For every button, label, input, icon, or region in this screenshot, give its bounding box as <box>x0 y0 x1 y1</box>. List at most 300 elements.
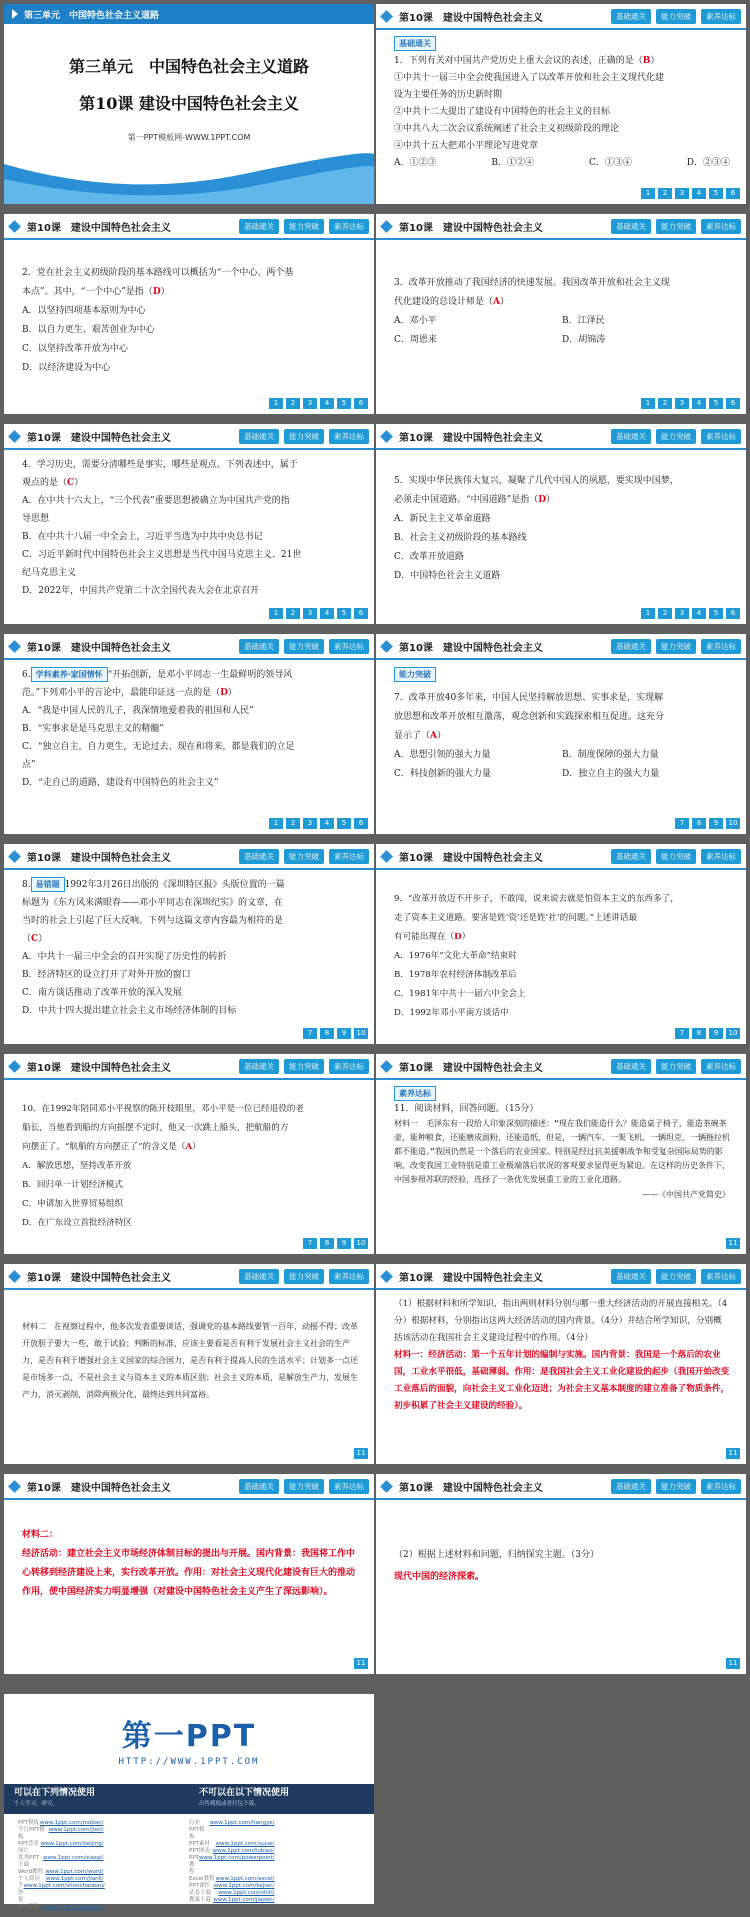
nav-ability-button[interactable]: 能力突破 <box>284 1479 324 1494</box>
slide-q1 <box>376 4 746 204</box>
page-nav <box>354 1658 368 1669</box>
nav-literacy-button[interactable]: 素养达标 <box>329 219 369 234</box>
page-button[interactable]: 1 <box>641 608 655 619</box>
page-button[interactable]: 2 <box>658 608 672 619</box>
page-button[interactable]: 4 <box>692 188 706 199</box>
option: C．周恩来 <box>394 335 437 345</box>
option: B．在中共十八届一中全会上，习近平当选为中共中央总书记 <box>22 532 263 542</box>
nav-buttons <box>239 639 369 654</box>
slide-header <box>376 1474 746 1500</box>
answer: A <box>430 731 437 741</box>
option: A．①②③ <box>394 158 437 168</box>
page-button[interactable]: 11 <box>354 1658 368 1669</box>
nav-basic-button[interactable]: 基础通关 <box>239 849 279 864</box>
option: A．解放思想，坚持改革开放 <box>22 1161 132 1171</box>
slide-header <box>4 1474 374 1500</box>
nav-ability-button[interactable]: 能力突破 <box>656 639 696 654</box>
wave-decoration <box>4 144 374 204</box>
unit-bar <box>4 4 374 24</box>
lesson-label: 第10课 建设中国特色社会主义 <box>399 222 543 234</box>
link-row: Word教程 www.1ppt.com/word/ <box>18 1869 104 1875</box>
page-button[interactable]: 9 <box>709 1028 723 1039</box>
nav-buttons <box>239 1059 369 1074</box>
question-stem: 标题为《东方风来满眼春——邓小平同志在深圳纪实》的文章，在 <box>22 898 284 908</box>
option: A．以坚持四项基本原则为中心 <box>22 306 146 316</box>
option: D．②③④ <box>686 158 730 168</box>
slide-q11-answer2 <box>4 1474 374 1674</box>
option: C．改革开放道路 <box>394 552 464 562</box>
nav-buttons <box>239 1479 369 1494</box>
page-nav <box>303 1238 368 1249</box>
subject-tag: 学科素养·家国情怀 <box>31 667 108 682</box>
diamond-icon <box>380 640 393 653</box>
nav-literacy-button[interactable]: 素养达标 <box>329 849 369 864</box>
slide-header <box>4 1054 374 1080</box>
page-button[interactable]: 8 <box>320 1028 334 1039</box>
page-button[interactable]: 8 <box>320 1238 334 1249</box>
slide-header <box>4 424 374 450</box>
option: B．社会主义初级阶段的基本路线 <box>394 533 527 543</box>
answer: A <box>493 297 500 307</box>
lesson-label: 第10课 建设中国特色社会主义 <box>399 1062 543 1074</box>
slide-q11-material2 <box>4 1264 374 1464</box>
slide-header <box>376 1264 746 1290</box>
nav-buttons <box>611 1269 741 1284</box>
lesson-label: 第10课 建设中国特色社会主义 <box>27 222 171 234</box>
nav-ability-button[interactable]: 能力突破 <box>284 849 324 864</box>
nav-basic-button[interactable]: 基础通关 <box>611 9 651 24</box>
page-button[interactable]: 4 <box>320 608 334 619</box>
nav-buttons <box>239 219 369 234</box>
nav-basic-button[interactable]: 基础通关 <box>611 639 651 654</box>
slide-header <box>4 214 374 240</box>
nav-basic-button[interactable]: 基础通关 <box>611 1059 651 1074</box>
question-stem: 4．学习历史，需要分清哪些是事实，哪些是观点。下列表述中，属于 <box>22 460 298 470</box>
statement: 设为主要任务的历史新时期 <box>394 90 503 100</box>
option: A．思想引领的强大力量 <box>394 750 491 760</box>
lesson-title: 第10课 建设中国特色社会主义 <box>79 94 299 113</box>
lesson-label: 第10课 建设中国特色社会主义 <box>27 432 171 444</box>
link-row: PPT教程 www.1ppt.com/powerpoint/ <box>189 1855 275 1875</box>
page-nav <box>726 1238 740 1249</box>
page-button[interactable]: 5 <box>337 818 351 829</box>
page-button[interactable]: 7 <box>675 818 689 829</box>
page-button[interactable]: 11 <box>726 1448 740 1459</box>
nav-ability-button[interactable]: 能力突破 <box>656 1479 696 1494</box>
link-row: 试卷下载 www.1ppt.com/shiti/ <box>189 1890 275 1896</box>
slide-credits <box>4 1694 374 1910</box>
logo-text: 第一PPT <box>121 1719 257 1754</box>
answer-text: 材料一：经济活动：第一个五年计划的编制与实施。国内背景：我国是一个落后的农业国，工业水平很低，基础薄弱。作用：是我国社会主义工业化建设的起步（我国开始改变工业落后的面貌，向社会主义工业化迈进；为社会主义基本制度的建立准备了物质条件，初步积累了社会主义建设的经验）。 <box>394 1350 730 1411</box>
nav-literacy-button[interactable]: 素养达标 <box>329 429 369 444</box>
lesson-label: 第10课 建设中国特色社会主义 <box>399 642 543 654</box>
option: C．习近平新时代中国特色社会主义思想是当代中国马克思主义、21世 <box>22 550 302 560</box>
link-row: PPT课件 www.1ppt.com/kejian/ <box>189 1883 275 1889</box>
links <box>4 1814 374 1917</box>
nav-ability-button[interactable]: 能力突破 <box>656 849 696 864</box>
page-button[interactable]: 9 <box>709 818 723 829</box>
slide-q7 <box>376 634 746 834</box>
answer: A <box>185 1142 193 1152</box>
question-stem: 必须走中国道路。“中国道路”是指（D） <box>394 495 556 505</box>
material-two: 材料二 在视察过程中，他多次发表重要谈话，强调党的基本路线要管一百年，动摇不得；改革开放胆子要大一些，敢于试验；判断的标准，应该主要看是否有利于发展社会主义社会的生产力，是否有利于增强社会主义国家的综合国力，是否有利于提高人民的生活水平；计划多一点还是市场多一点，不是社会主义与资本主义的本质区别；社会主义的本质，是解放生产力，发展生产力，消灭剥削，消除两极分化，最终达到共同富裕。 <box>22 1322 358 1399</box>
nav-buttons <box>239 429 369 444</box>
slide-q8 <box>4 844 374 1044</box>
answer-text: 经济活动：建立社会主义市场经济体制目标的提出与开展。国内背景：我国将工作中心转移到经济建设上来，实行改革开放。作用：对社会主义现代化建设有巨大的推动作用，使中国经济实力明显增强（对建设中国特色社会主义产生了深远影响）。 <box>22 1549 356 1597</box>
page-button[interactable]: 6 <box>726 188 740 199</box>
answer: D <box>152 287 161 297</box>
page-nav <box>354 1448 368 1459</box>
link-row: PPT课件 www.1ppt.com/kejian/ <box>18 1904 104 1910</box>
lesson-label: 第10课 建设中国特色社会主义 <box>27 642 171 654</box>
page-button[interactable]: 6 <box>354 608 368 619</box>
material-one: 材料一 毛泽东有一段给人印象深刻的描述：“现在我们能造什么？能造桌子椅子，能造茶碗茶壶，能种粮食，还能磨成面粉，还能造纸，但是，一辆汽车、一架飞机、一辆坦克、一辆拖拉机都不能造。”我国仍然是一个落后的农业国家。特别是经过抗美援朝战争和受复杂国际局势的影响，改变我国工业特别是重工业极端落后状况的客观要求显得更为紧迫。在这样的历史条件下，中国参照苏联的经验，选择了一条优先发展重工业的工业化道路。 <box>394 1119 730 1184</box>
option: B．回归单一计划经济模式 <box>22 1180 123 1190</box>
page-button[interactable]: 1 <box>269 398 283 409</box>
links-right <box>189 1820 360 1911</box>
slide-q11-material1 <box>376 1054 746 1254</box>
nav-literacy-button[interactable]: 素养达标 <box>701 849 741 864</box>
page-nav <box>726 1448 740 1459</box>
question-stem: 向摆正了。“航船的方向摆正了”的含义是（A） <box>22 1142 201 1152</box>
options-row <box>394 765 730 784</box>
question-stem: 11．阅读材料，回答问题。（15分） <box>394 1104 539 1114</box>
question-stem: 观点的是（C） <box>22 478 84 488</box>
nav-literacy-button[interactable]: 素养达标 <box>329 1479 369 1494</box>
link-row: PPT模板 www.1ppt.com/moban/ <box>18 1820 104 1826</box>
diamond-icon <box>380 1270 393 1283</box>
link-row: PPT图表 www.1ppt.com/tubiao/ <box>189 1848 275 1854</box>
page-button[interactable]: 5 <box>337 398 351 409</box>
answer-text: 现代中国的经济探索。 <box>394 1572 485 1582</box>
page-button[interactable]: 7 <box>675 1028 689 1039</box>
page-title: 第三单元 中国特色社会主义道路 <box>68 57 309 76</box>
nav-ability-button[interactable]: 能力突破 <box>284 219 324 234</box>
page-button[interactable]: 6 <box>726 608 740 619</box>
nav-literacy-button[interactable]: 素养达标 <box>701 429 741 444</box>
option: C．以坚持改革开放为中心 <box>22 344 128 354</box>
links-left <box>18 1820 189 1911</box>
nav-ability-button[interactable]: 能力突破 <box>656 219 696 234</box>
question-stem: 2．党在社会主义初级阶段的基本路线可以概括为“一个中心、两个基 <box>22 268 294 278</box>
diamond-icon <box>380 850 393 863</box>
page-button[interactable]: 3 <box>303 818 317 829</box>
nav-ability-button[interactable]: 能力突破 <box>656 9 696 24</box>
nav-literacy-button[interactable]: 素养达标 <box>701 219 741 234</box>
question-stem: 3．改革开放推动了我国经济的快速发展。我国改革开放和社会主义现 <box>394 278 670 288</box>
option: D．1992年邓小平南方谈话中 <box>394 1008 509 1018</box>
lesson-label: 第10课 建设中国特色社会主义 <box>399 852 543 864</box>
page-button[interactable]: 2 <box>286 398 300 409</box>
page-button[interactable]: 8 <box>692 1028 706 1039</box>
page-nav <box>675 818 740 829</box>
option: 点” <box>22 760 36 770</box>
site-text: 第一PPT模板网-WWW.1PPT.COM <box>127 133 251 142</box>
usage-can: 可以在下列情况使用 个人学习、研究。 <box>14 1788 96 1807</box>
option: B．“实事求是是马克思主义的精髓” <box>22 724 164 734</box>
slide-q6 <box>4 634 374 834</box>
option: B．以自力更生、艰苦创业为中心 <box>22 325 155 335</box>
slide-header <box>4 634 374 660</box>
option: C．申请加入世界贸易组织 <box>22 1199 124 1209</box>
page-button[interactable]: 11 <box>726 1238 740 1249</box>
option: 纪马克思主义 <box>22 568 77 578</box>
page-nav <box>641 188 740 199</box>
page-button[interactable]: 6 <box>354 818 368 829</box>
link-row: 教案下载 www.1ppt.com/jiaoan/ <box>189 1897 275 1903</box>
question-stem: 放思想和改革开放相互激荡，观念创新和实践探索相互促进。这充分 <box>394 712 665 722</box>
page-button[interactable]: 2 <box>658 398 672 409</box>
options-row <box>394 331 730 350</box>
lesson-label: 第10课 建设中国特色社会主义 <box>399 1482 543 1494</box>
page-button[interactable]: 5 <box>709 608 723 619</box>
option: D．独立自主的强大力量 <box>562 769 660 779</box>
option: D．中国特色社会主义道路 <box>394 571 501 581</box>
options-row <box>394 155 730 172</box>
nav-buttons <box>611 9 741 24</box>
page-button[interactable]: 8 <box>692 818 706 829</box>
diamond-icon <box>8 640 21 653</box>
question-stem: 8. 易错题 1992年3月26日出版的《深圳特区报》头版位置的一篇 <box>22 876 358 894</box>
question-stem: 走了资本主义道路。要害是姓‘资’还是姓‘社’的问题。”上述讲话最 <box>394 913 638 923</box>
page-button[interactable]: 11 <box>726 1658 740 1669</box>
slide-q2 <box>4 214 374 414</box>
nav-basic-button[interactable]: 基础通关 <box>611 1479 651 1494</box>
diamond-icon <box>380 1060 393 1073</box>
option: A．1976年“文化大革命”结束时 <box>394 951 517 961</box>
page-button[interactable]: 6 <box>726 398 740 409</box>
slide-header <box>376 214 746 240</box>
slide-q10 <box>4 1054 374 1254</box>
nav-ability-button[interactable]: 能力突破 <box>284 639 324 654</box>
statement: ②中共十二大提出了建设有中国特色的社会主义的目标 <box>394 107 611 117</box>
link-row: 个人简历 www.1ppt.com/jianli/ <box>18 1876 104 1882</box>
sub-question: （2）根据上述材料和问题，归纳探究主题。（3分） <box>394 1550 599 1560</box>
diamond-icon <box>8 430 21 443</box>
nav-ability-button[interactable]: 能力突破 <box>284 429 324 444</box>
question-stem: 10．在1992年陪同邓小平视察的陈开枝眼里，邓小平是一位已经退役的老 <box>22 1104 305 1114</box>
slide-header <box>376 424 746 450</box>
page-button[interactable]: 5 <box>337 608 351 619</box>
page-button[interactable]: 9 <box>337 1238 351 1249</box>
nav-basic-button[interactable]: 基础通关 <box>239 1059 279 1074</box>
statement: ③中共八大二次会议系统阐述了社会主义初级阶段的理论 <box>394 124 620 134</box>
unit-bar-text: 第三单元 中国特色社会主义道路 <box>24 10 160 21</box>
slide-q11-answer1 <box>376 1264 746 1464</box>
option: B．①②④ <box>491 158 535 168</box>
page-button[interactable]: 5 <box>709 398 723 409</box>
link-row: Excel教程 www.1ppt.com/excel/ <box>189 1876 275 1882</box>
page-button[interactable]: 3 <box>675 398 689 409</box>
option: B．江泽民 <box>562 316 605 326</box>
link-row: 行业PPT模板 www.1ppt.com/hangye/ <box>189 1820 275 1840</box>
option: A．新民主主义革命道路 <box>394 514 491 524</box>
nav-basic-button[interactable]: 基础通关 <box>239 639 279 654</box>
page-button[interactable]: 2 <box>286 608 300 619</box>
nav-basic-button[interactable]: 基础通关 <box>239 429 279 444</box>
page-nav <box>269 608 368 619</box>
page-button[interactable]: 10 <box>726 1028 740 1039</box>
diamond-icon <box>8 1270 21 1283</box>
nav-literacy-button[interactable]: 素养达标 <box>701 639 741 654</box>
options-row <box>394 746 730 765</box>
page-button[interactable]: 1 <box>641 398 655 409</box>
page-button[interactable]: 10 <box>354 1028 368 1039</box>
error-tag: 易错题 <box>31 877 65 892</box>
question-stem: 显示了（A） <box>394 731 447 741</box>
option: D．胡锦涛 <box>562 335 606 345</box>
section-tag: 基础通关 <box>394 36 436 51</box>
nav-literacy-button[interactable]: 素养达标 <box>701 9 741 24</box>
page-button[interactable]: 10 <box>354 1238 368 1249</box>
nav-ability-button[interactable]: 能力突破 <box>656 1059 696 1074</box>
page-button[interactable]: 1 <box>269 818 283 829</box>
question-stem: 5．实现中华民族伟大复兴，凝聚了几代中国人的夙愿，要实现中国梦， <box>394 476 679 486</box>
page-nav <box>675 1028 740 1039</box>
option: B．经济特区的设立打开了对外开放的窗口 <box>22 970 191 980</box>
question-stem: 本点”。其中，“一个中心”是指（D） <box>22 287 170 297</box>
lesson-label: 第10课 建设中国特色社会主义 <box>27 1062 171 1074</box>
slide-header <box>376 4 746 30</box>
nav-literacy-button[interactable]: 素养达标 <box>329 639 369 654</box>
diamond-icon <box>8 220 21 233</box>
nav-basic-button[interactable]: 基础通关 <box>611 1269 651 1284</box>
logo-url[interactable]: HTTP://WWW.1PPT.COM <box>118 1757 260 1767</box>
sub-question: （1）根据材料和所学知识，指出两则材料分别与哪一重大经济活动的开展直接相关。（4分）根据材料，分别指出这两大经济活动的国内背景。（4分）并结合所学知识，分别概括该活动在我国社会主义建设过程中的作用。（4分） <box>394 1299 728 1343</box>
nav-basic-button[interactable]: 基础通关 <box>239 1269 279 1284</box>
source: ——《中国共产党简史》 <box>642 1190 730 1199</box>
page-nav <box>641 608 740 619</box>
page-button[interactable]: 1 <box>641 188 655 199</box>
option: B．1978年农村经济体制改革后 <box>394 970 517 980</box>
page-button[interactable]: 4 <box>320 818 334 829</box>
option: D．中共十四大提出建立社会主义市场经济体制的目标 <box>22 1006 237 1016</box>
nav-ability-button[interactable]: 能力突破 <box>284 1059 324 1074</box>
nav-ability-button[interactable]: 能力突破 <box>284 1269 324 1284</box>
options-row <box>394 312 730 331</box>
lesson-label: 第10课 建设中国特色社会主义 <box>27 1482 171 1494</box>
nav-basic-button[interactable]: 基础通关 <box>611 429 651 444</box>
statement: ④中共十五大把邓小平理论写进党章 <box>394 141 539 151</box>
lesson-label: 第10课 建设中国特色社会主义 <box>27 1272 171 1284</box>
page-button[interactable]: 7 <box>303 1028 317 1039</box>
nav-buttons <box>611 219 741 234</box>
answer: D <box>538 495 547 505</box>
option: B．制度保障的强大力量 <box>562 750 659 760</box>
question-stem: 代化建设的总设计师是（A） <box>394 297 510 307</box>
page-button[interactable]: 3 <box>303 608 317 619</box>
page-button[interactable]: 4 <box>692 608 706 619</box>
diamond-icon <box>380 220 393 233</box>
page-button[interactable]: 3 <box>303 398 317 409</box>
nav-buttons <box>611 1479 741 1494</box>
question-stem: 9．“改革开放迈不开步子，不敢闯，说来说去就是怕资本主义的东西多了， <box>394 894 679 904</box>
slide-header <box>376 1054 746 1080</box>
page-nav <box>303 1028 368 1039</box>
page-nav <box>269 818 368 829</box>
slide-header <box>4 1264 374 1290</box>
option: D．在广东设立首批经济特区 <box>22 1218 133 1228</box>
page-button[interactable]: 5 <box>709 188 723 199</box>
nav-literacy-button[interactable]: 素养达标 <box>329 1269 369 1284</box>
nav-buttons <box>611 1059 741 1074</box>
page-button[interactable]: 1 <box>269 608 283 619</box>
slide-header <box>376 844 746 870</box>
nav-buttons <box>239 1269 369 1284</box>
option: D．以经济建设为中心 <box>22 363 111 373</box>
page-button[interactable]: 4 <box>320 398 334 409</box>
nav-buttons <box>611 639 741 654</box>
nav-literacy-button[interactable]: 素养达标 <box>329 1059 369 1074</box>
nav-buttons <box>239 849 369 864</box>
option: A．“我是中国人民的儿子，我深情地爱着我的祖国和人民” <box>22 706 254 716</box>
page-button[interactable]: 3 <box>675 608 689 619</box>
page-button[interactable]: 7 <box>303 1238 317 1249</box>
page-nav <box>726 1658 740 1669</box>
option: C．1981年中共十一届六中全会上 <box>394 989 526 999</box>
link-row: 优秀PPT下载 www.1ppt.com/xiazai/ <box>18 1855 104 1868</box>
slide-header <box>4 844 374 870</box>
nav-literacy-button[interactable]: 素养达标 <box>701 1479 741 1494</box>
slide-header <box>376 634 746 660</box>
page-button[interactable]: 6 <box>354 398 368 409</box>
logo <box>4 1694 374 1784</box>
lesson-label: 第10课 建设中国特色社会主义 <box>399 12 543 24</box>
nav-basic-button[interactable]: 基础通关 <box>611 849 651 864</box>
question-stem: 当时的社会上引起了巨大反响。下列与这篇文章内容最为相符的是 <box>22 916 284 926</box>
link-row: 手抄报 www.1ppt.com/shouchaobao/ <box>18 1883 105 1903</box>
nav-basic-button[interactable]: 基础通关 <box>239 219 279 234</box>
arrow-icon <box>12 9 18 19</box>
nav-ability-button[interactable]: 能力突破 <box>656 429 696 444</box>
lesson-label: 第10课 建设中国特色社会主义 <box>399 432 543 444</box>
option: 导思想 <box>22 514 50 524</box>
option: D．2022年，中国共产党第二十次全国代表大会在北京召开 <box>22 586 260 596</box>
question-stem: 船长，当他看到船的方向摇摆不定时，他又一次跳上船头，把航船的方 <box>22 1123 289 1133</box>
nav-literacy-button[interactable]: 素养达标 <box>701 1269 741 1284</box>
nav-basic-button[interactable]: 基础通关 <box>239 1479 279 1494</box>
diamond-icon <box>8 1060 21 1073</box>
question-stem: （C） <box>22 934 48 944</box>
question-stem: 6. 学科素养·家国情怀 “开拓创新，是邓小平同志一生最鲜明的领导风 <box>22 666 358 684</box>
page-button[interactable]: 9 <box>337 1028 351 1039</box>
diamond-icon <box>8 1480 21 1493</box>
question-stem: 1．下列有关对中国共产党历史上重大会议的表述，正确的是（B） <box>394 56 660 66</box>
page-button[interactable]: 11 <box>354 1448 368 1459</box>
option: C．“独立自主，自力更生，无论过去、现在和将来，都是我们的立足 <box>22 742 295 752</box>
slide-q3 <box>376 214 746 414</box>
page-button[interactable]: 10 <box>726 818 740 829</box>
lesson-label: 第10课 建设中国特色社会主义 <box>27 852 171 864</box>
slide-q4 <box>4 424 374 624</box>
nav-literacy-button[interactable]: 素养达标 <box>701 1059 741 1074</box>
nav-ability-button[interactable]: 能力突破 <box>656 1269 696 1284</box>
page-button[interactable]: 4 <box>692 398 706 409</box>
usage-cannot: 不可以在以下情况使用 出售模板或者打包下载。 <box>199 1788 290 1807</box>
page-button[interactable]: 3 <box>675 188 689 199</box>
link-row: PPT背景图片 www.1ppt.com/beijing/ <box>18 1841 104 1854</box>
page-button[interactable]: 2 <box>658 188 672 199</box>
option: D．“走自己的道路，建设有中国特色的社会主义” <box>22 778 219 788</box>
diamond-icon <box>380 1480 393 1493</box>
diamond-icon <box>380 10 393 23</box>
nav-basic-button[interactable]: 基础通关 <box>611 219 651 234</box>
page-button[interactable]: 2 <box>286 818 300 829</box>
diamond-icon <box>8 850 21 863</box>
answer: D <box>454 932 462 942</box>
option: A．在中共十六大上，“三个代表”重要思想被确立为中国共产党的指 <box>22 496 290 506</box>
answer: C <box>31 934 39 944</box>
